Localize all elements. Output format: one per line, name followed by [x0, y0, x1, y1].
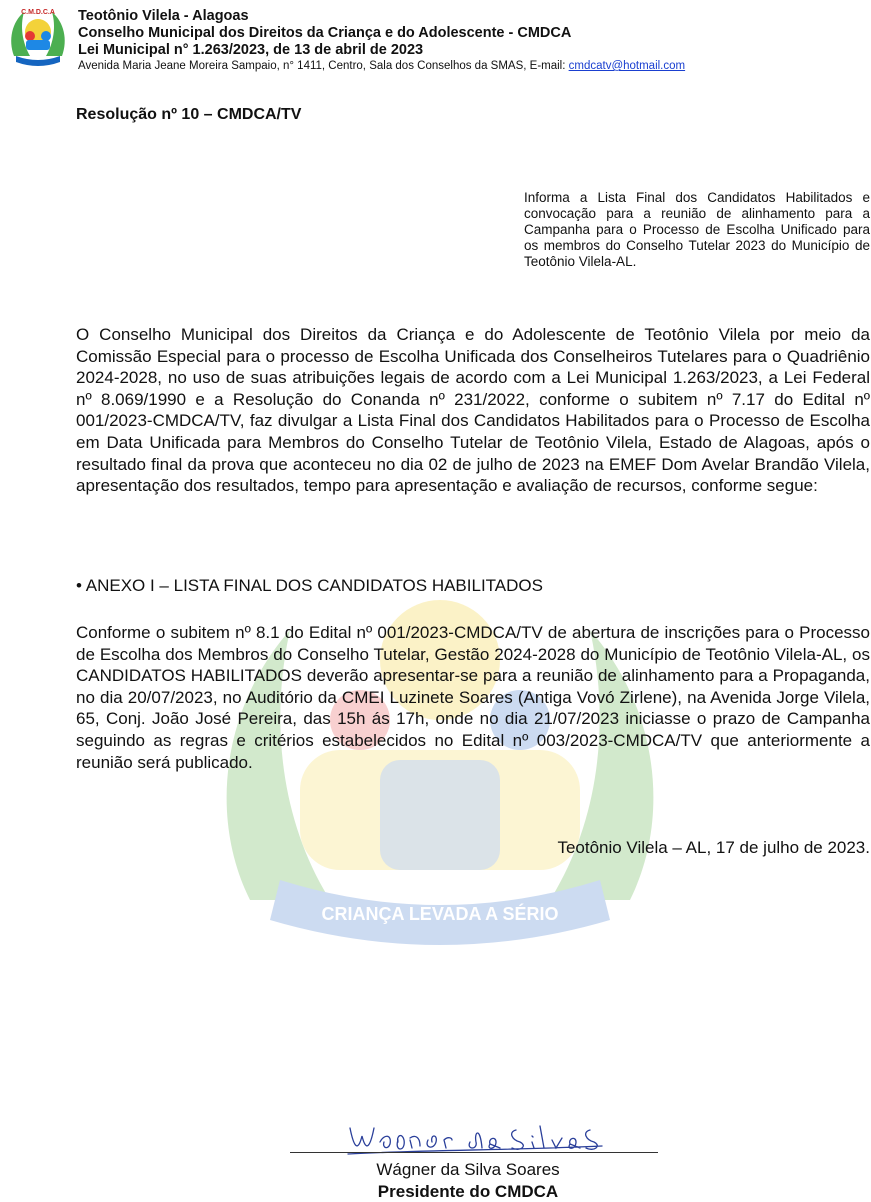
- resolution-summary: Informa a Lista Final dos Candidatos Habilitados e convocação para a reunião de alinhamento para a Campanha para o Processo de Escolha Unificado para os membros do Conselho Tutelar 2023 do Município de Teotônio Vilela-AL.: [524, 190, 870, 269]
- annex-bullet: [76, 576, 543, 596]
- header-council: Conselho Municipal dos Direitos da Criança e do Adolescente - CMDCA: [78, 25, 572, 41]
- bullet-icon: •: [76, 576, 82, 595]
- header-address: [78, 59, 685, 73]
- annex-label: ANEXO I – LISTA FINAL DOS CANDIDATOS HABILITADOS: [85, 576, 543, 595]
- logo-text: C.M.D.C.A: [21, 9, 55, 16]
- watermark-ribbon-text: CRIANÇA LEVADA A SÉRIO: [321, 904, 559, 924]
- letterhead-text: [78, 8, 685, 73]
- header-municipality: Teotônio Vilela - Alagoas: [78, 8, 249, 24]
- place-date: Teotônio Vilela – AL, 17 de julho de 2023.: [557, 838, 870, 857]
- address-text: Avenida Maria Jeane Moreira Sampaio, n° 1411, Centro, Sala dos Conselhos da SMAS, E-mail:: [78, 60, 569, 72]
- paragraph-intro: O Conselho Municipal dos Direitos da Criança e do Adolescente de Teotônio Vilela por meio da Comissão Especial para o processo de Escolha Unificada dos Conselheiros Tutelares para o Quadriênio 2024-2028, no uso de suas atribuições legais de acordo com a Lei Municipal 1.263/2023, a Lei Federal nº 8.069/1990 e a Resolução do Conanda nº 231/2022, conforme o subitem nº 7.17 do Edital nº 001/2023-CMDCA/TV, faz divulgar a Lista Final dos Candidatos Habilitados para o Processo de Escolha em Data Unificada para Membros do Conselho Tutelar de Teotônio Vilela, Estado de Alagoas, após o resultado final da prova que aconteceu no dia 02 de julho de 2023 na EMEF Dom Avelar Brandão Vilela, apresentação dos resultados, tempo para apresentação e avaliação de recursos, conforme segue:: [76, 325, 870, 496]
- resolution-title: Resolução nº 10 – CMDCA/TV: [76, 106, 302, 123]
- email-link[interactable]: cmdcatv@hotmail.com: [568, 60, 686, 72]
- signature-line: [290, 1152, 658, 1153]
- letterhead: [8, 4, 868, 70]
- paragraph-convocation: Conforme o subitem nº 8.1 do Edital nº 001/2023-CMDCA/TV de abertura de inscrições para o Processo de Escolha dos Membros do Conselho Tutelar, Gestão 2024-2028 do Município de Teotônio Vilela-AL, os CANDIDATOS HABILITADOS deverão apresentar-se para a reunião de alinhamento para a Propaganda, no dia 20/07/2023, no Auditório da CMEI Luzinete Soares (Antiga Vovó Zirlene), na Avenida Jorge Vilela, 65, Conj. João José Pereira, das 15h ás 17h, onde no dia 21/07/2023 iniciasse o prazo de Campanha seguindo as regras e critérios estabelecidos no Edital nº 003/2023-CMDCA/TV que anteriormente a reunião será publicado.: [76, 623, 870, 772]
- cmdca-logo: [8, 4, 68, 70]
- signatory-name: Wágner da Silva Soares: [376, 1160, 560, 1179]
- signatory-role: Presidente do CMDCA: [377, 1182, 559, 1201]
- header-law: Lei Municipal n° 1.263/2023, de 13 de abril de 2023: [78, 42, 424, 58]
